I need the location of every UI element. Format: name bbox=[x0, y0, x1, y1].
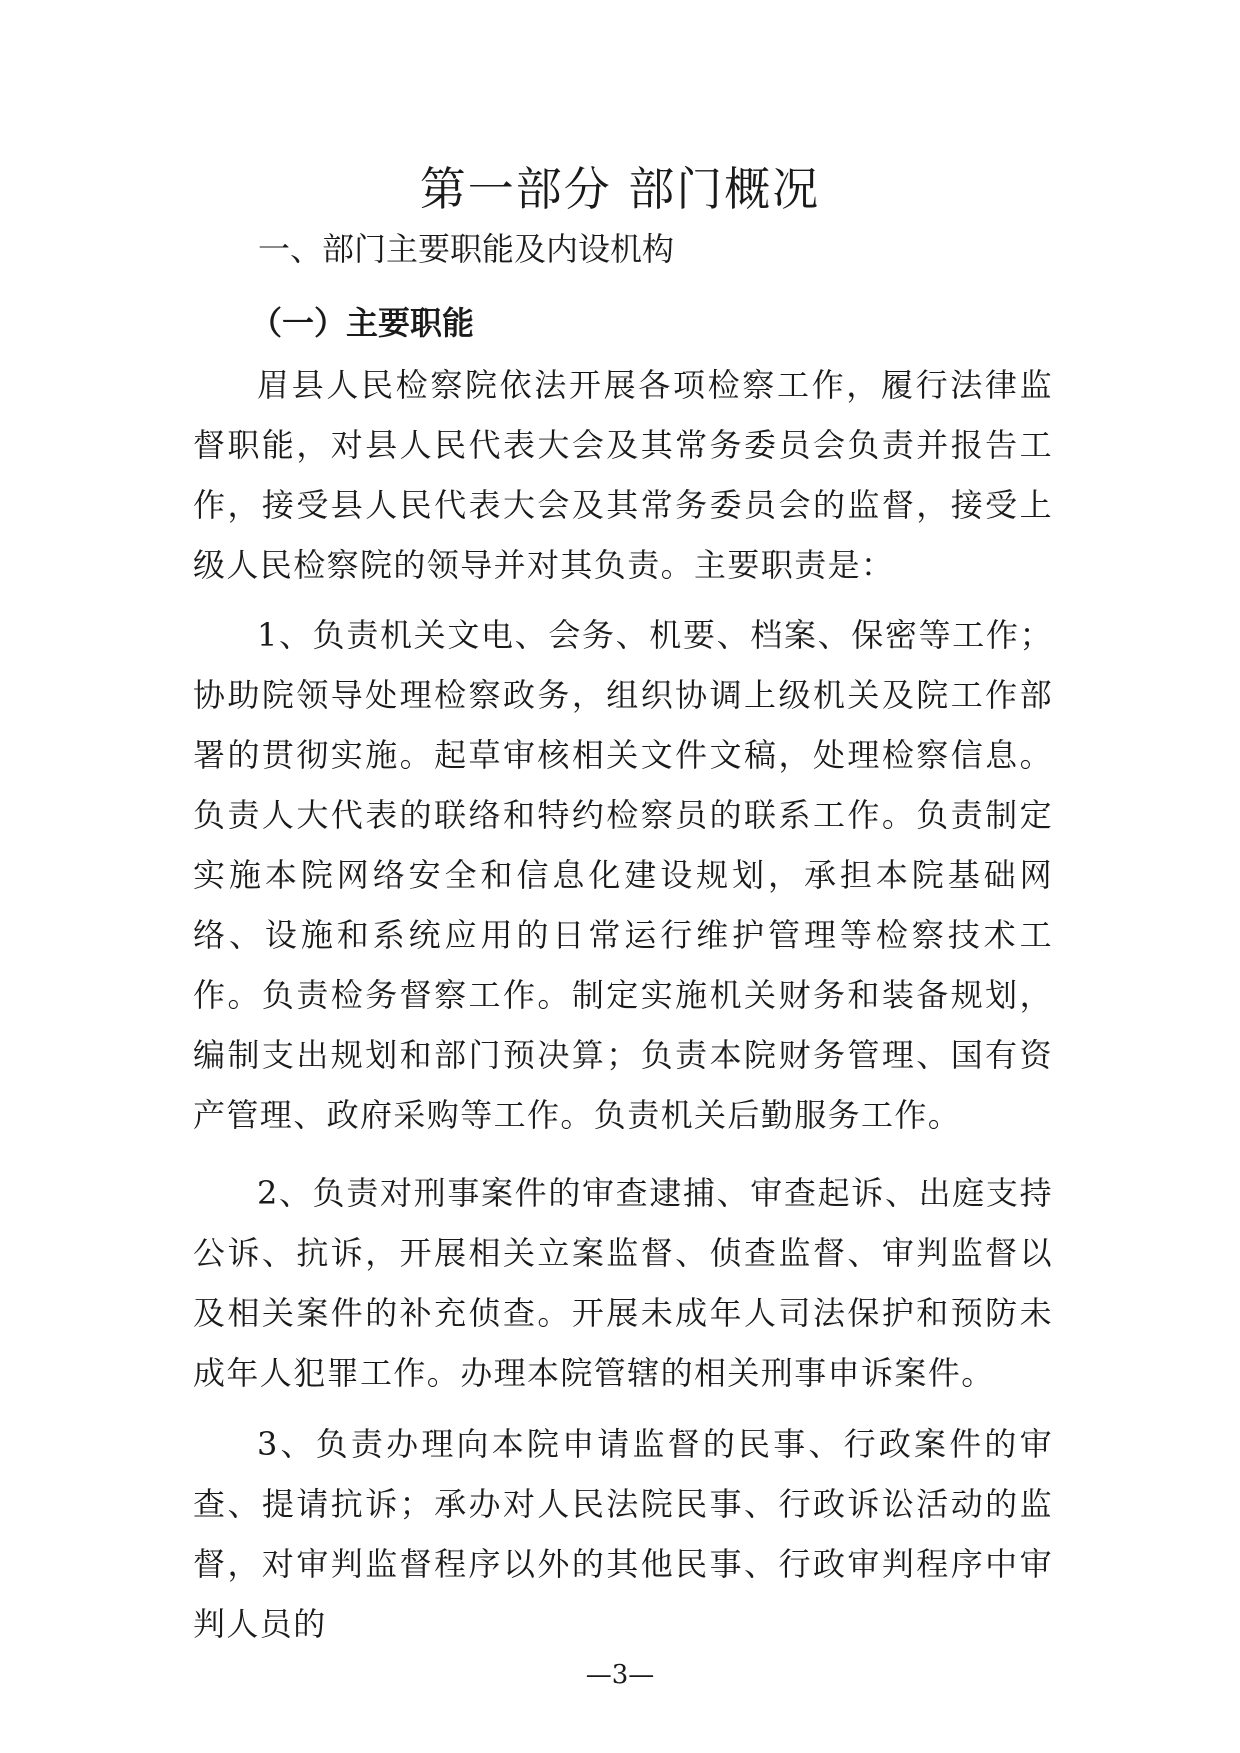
paragraph-intro: 眉县人民检察院依法开展各项检察工作，履行法律监督职能，对县人民代表大会及其常务委员会负责并报告工作，接受县人民代表大会及其常务委员会的监督，接受上级人民检察院的领导并对其负责。主要职责是： bbox=[193, 366, 1053, 584]
paragraph-item-1: 1、负责机关文电、会务、机要、档案、保密等工作；协助院领导处理检察政务，组织协调上级机关及院工作部署的贯彻实施。起草审核相关文件文稿，处理检察信息。负责人大代表的联络和特约检察员的联系工作。负责制定实施本院网络安全和信息化建设规划，承担本院基础网络、设施和系统应用的日常运行维护管理等检察技术工作。负责检务督察工作。制定实施机关财务和装备规划，编制支出规划和部门预决算；负责本院财务管理、国有资产管理、政府采购等工作。负责机关后勤服务工作。 bbox=[193, 616, 1053, 1134]
section-heading: 一、部门主要职能及内设机构 bbox=[258, 230, 675, 268]
page-number: —3— bbox=[585, 1660, 655, 1690]
paragraph-item-3: 3、负责办理向本院申请监督的民事、行政案件的审查、提请抗诉；承办对人民法院民事、行政诉讼活动的监督，对审判监督程序以外的其他民事、行政审判程序中审判人员的 bbox=[193, 1425, 1053, 1643]
page-title: 第一部分 部门概况 bbox=[419, 162, 821, 216]
paragraph-item-2: 2、负责对刑事案件的审查逮捕、审查起诉、出庭支持公诉、抗诉，开展相关立案监督、侦查监督、审判监督以及相关案件的补充侦查。开展未成年人司法保护和预防未成年人犯罪工作。办理本院管辖的相关刑事申诉案件。 bbox=[193, 1174, 1053, 1392]
subsection-heading: （一）主要职能 bbox=[250, 304, 475, 342]
